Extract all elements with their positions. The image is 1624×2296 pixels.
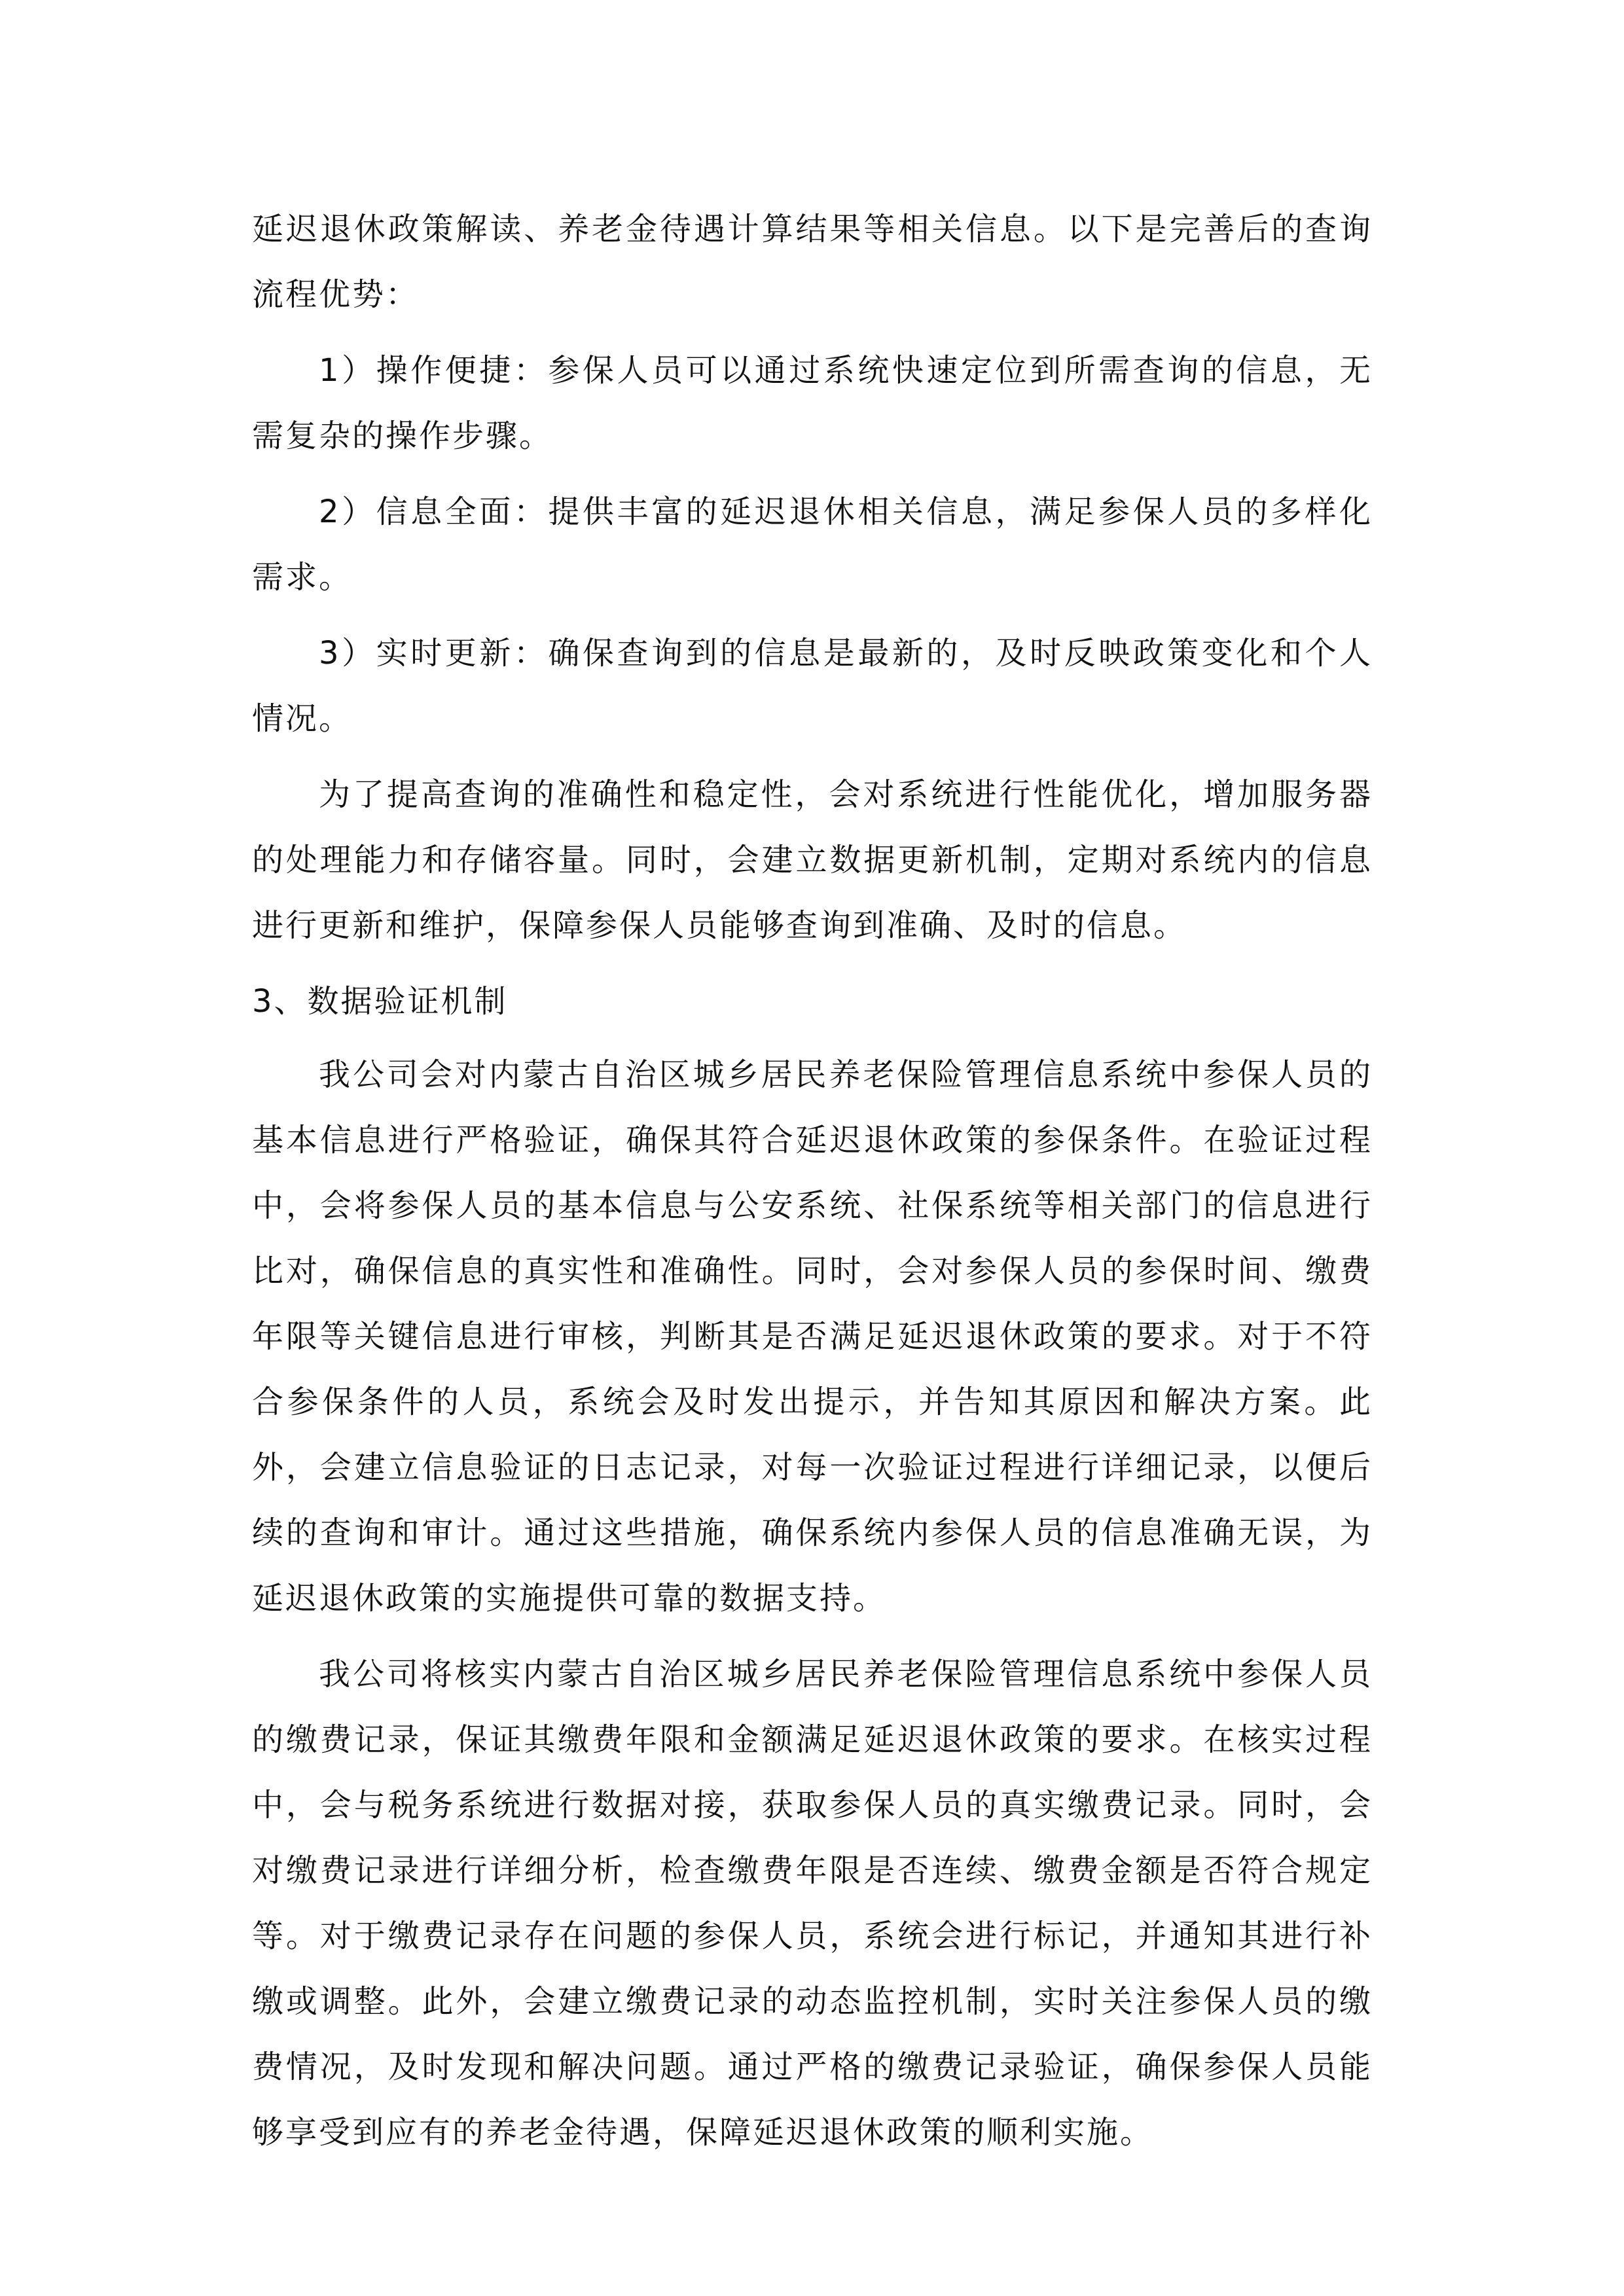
paragraph-basic-info-verification: 我公司会对内蒙古自治区城乡居民养老保险管理信息系统中参保人员的基本信息进行严格验证，确保其符合延迟退休政策的参保条件。在验证过程中，会将参保人员的基本信息与公安系统、社保系统等相关部门的信息进行比对，确保信息的真实性和准确性。同时，会对参保人员的参保时间、缴费年限等关键信息进行审核，判断其是否满足延迟退休政策的要求。对于不符合参保条件的人员，系统会及时发出提示，并告知其原因和解决方案。此外，会建立信息验证的日志记录，对每一次验证过程进行详细记录，以便后续的查询和审计。通过这些措施，确保系统内参保人员的信息准确无误，为延迟退休政策的实施提供可靠的数据支持。 xyxy=(252,1056,1373,1617)
document-body xyxy=(252,196,1373,2176)
paragraph-advantage-realtime: 3）实时更新：确保查询到的信息是最新的，及时反映政策变化和个人情况。 xyxy=(252,635,1373,737)
paragraph-query-flow-continuation: 延迟退休政策解读、养老金待遇计算结果等相关信息。以下是完善后的查询流程优势： xyxy=(252,211,1373,313)
paragraph-advantage-comprehensive: 2）信息全面：提供丰富的延迟退休相关信息，满足参保人员的多样化需求。 xyxy=(252,493,1373,596)
paragraph-payment-record-verification: 我公司将核实内蒙古自治区城乡居民养老保险管理信息系统中参保人员的缴费记录，保证其缴费年限和金额满足延迟退休政策的要求。在核实过程中，会与税务系统进行数据对接，获取参保人员的真实缴费记录。同时，会对缴费记录进行详细分析，检查缴费年限是否连续、缴费金额是否符合规定等。对于缴费记录存在问题的参保人员，系统会进行标记，并通知其进行补缴或调整。此外，会建立缴费记录的动态监控机制，实时关注参保人员的缴费情况，及时发现和解决问题。通过严格的缴费记录验证，确保参保人员能够享受到应有的养老金待遇，保障延迟退休政策的顺利实施。 xyxy=(252,1656,1373,2151)
section-heading-data-verification: 3、数据验证机制 xyxy=(252,983,508,1020)
paragraph-performance-optimization: 为了提高查询的准确性和稳定性，会对系统进行性能优化，增加服务器的处理能力和存储容量。同时，会建立数据更新机制，定期对系统内的信息进行更新和维护，保障参保人员能够查询到准确、及时的信息。 xyxy=(252,776,1373,944)
paragraph-advantage-convenient: 1）操作便捷：参保人员可以通过系统快速定位到所需查询的信息，无需复杂的操作步骤。 xyxy=(252,352,1373,454)
